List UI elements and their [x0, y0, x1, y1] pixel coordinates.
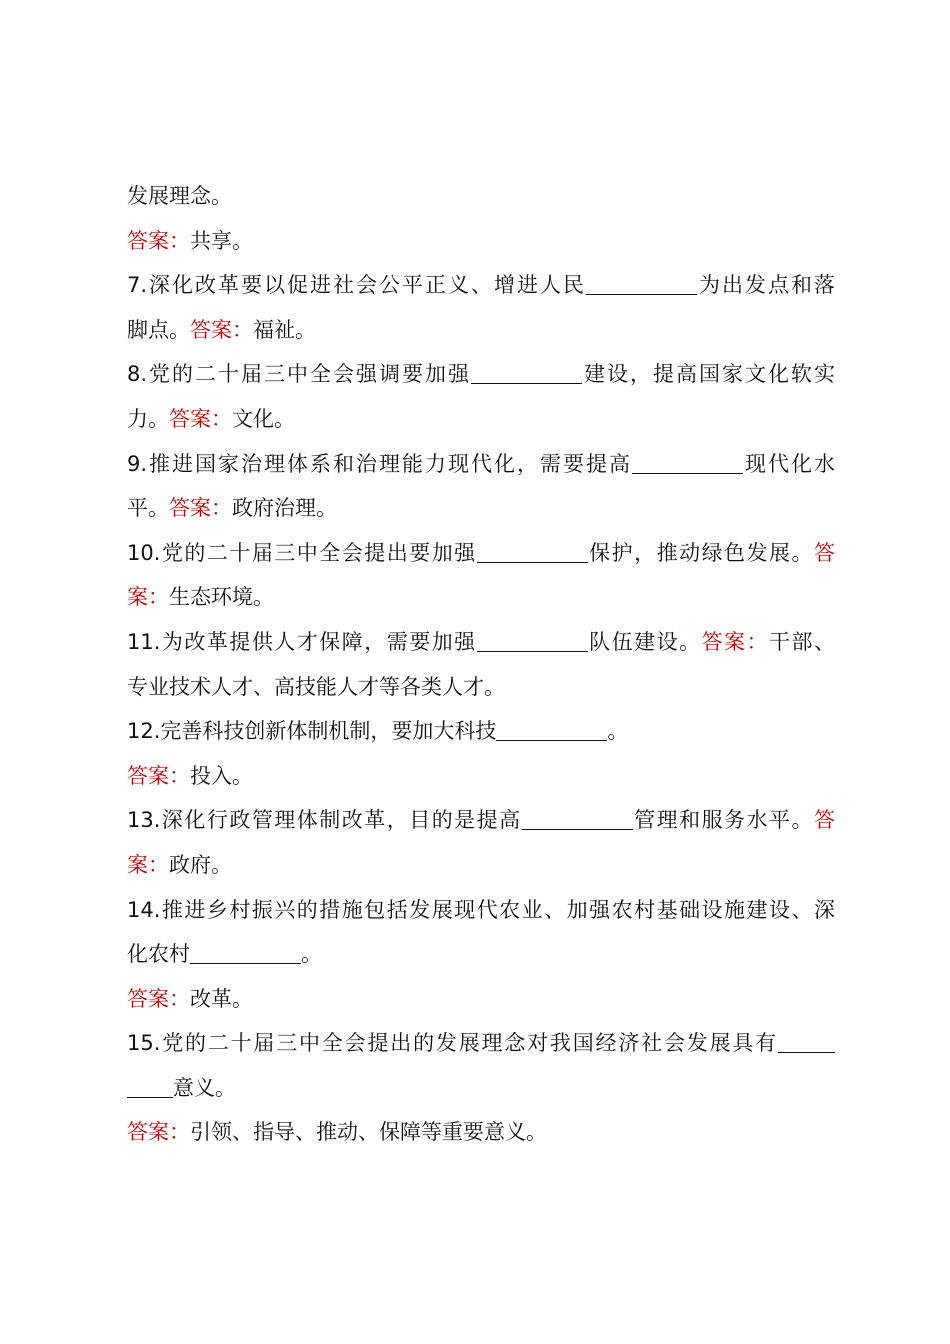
- fill-in-blank: [471, 357, 582, 384]
- fill-in-blank: [632, 447, 743, 474]
- fill-in-blank: [190, 937, 301, 964]
- fill-in-blank: [496, 714, 607, 741]
- answer-label-part: 答: [814, 540, 835, 565]
- question-line-12: [127, 709, 835, 754]
- line-text: 10.党的二十届三中全会提出要加强: [127, 540, 477, 565]
- answer-text: 改革。: [190, 986, 253, 1011]
- text-line: [127, 932, 835, 977]
- line-text: 建设，提高国家文化软实: [582, 362, 835, 387]
- answer-label: 答案：: [190, 317, 253, 342]
- line-text: 脚点。: [127, 317, 190, 342]
- answer-text: 引领、指导、推动、保障等重要意义。: [190, 1120, 547, 1145]
- document-body: [127, 174, 835, 1155]
- answer-label: 答案：: [127, 986, 190, 1011]
- answer-line: [127, 575, 835, 620]
- line-text: 9.推进国家治理体系和治理能力现代化，需要提高: [127, 451, 632, 476]
- line-text: 队伍建设。: [587, 629, 702, 654]
- line-text: 保护，推动绿色发展。: [587, 540, 814, 565]
- answer-label-part: 案：: [127, 585, 169, 610]
- answer-label-part: 答: [814, 808, 835, 833]
- line-text: 发展理念。: [127, 184, 232, 208]
- line-text: 化农村: [127, 942, 190, 967]
- line-text: 力。: [127, 406, 169, 431]
- text-line: [127, 174, 835, 219]
- answer-label-part: 案：: [127, 852, 169, 877]
- question-line-9: [127, 442, 835, 487]
- answer-label: 答案：: [127, 1120, 190, 1145]
- answer-label: 答案：: [169, 496, 232, 521]
- text-line: [127, 486, 835, 531]
- line-text: 15.党的二十届三中全会提出的发展理念对我国经济社会发展具有: [127, 1031, 778, 1056]
- line-text: 12.完善科技创新体制机制，要加大科技: [127, 719, 497, 744]
- fill-in-blank: [477, 536, 588, 563]
- fill-in-blank: [522, 803, 633, 830]
- answer-label: 答案：: [127, 228, 190, 253]
- line-text: 为出发点和落: [697, 273, 835, 298]
- line-text: 14.推进乡村振兴的措施包括发展现代农业、加强农村基础设施建设、深: [127, 897, 835, 922]
- answer-text: 福祉。: [253, 317, 316, 342]
- answer-text: 共享。: [190, 228, 253, 253]
- line-text: 现代化水: [743, 451, 835, 476]
- answer-text: 投入。: [190, 763, 253, 788]
- fill-in-blank: [586, 268, 697, 295]
- line-text: 专业技术人才、高技能人才等各类人才。: [127, 674, 505, 699]
- answer-text: 干部、: [769, 629, 835, 654]
- line-text: 。: [301, 942, 322, 967]
- line-text: 13.深化行政管理体制改革，目的是提高: [127, 808, 522, 833]
- fill-in-blank: [778, 1026, 835, 1053]
- text-line: [127, 397, 835, 442]
- answer-text: 文化。: [232, 406, 295, 431]
- text-line: [127, 1066, 835, 1111]
- answer-line: [127, 843, 835, 888]
- question-line-10: [127, 531, 835, 576]
- line-text: 11.为改革提供人才保障，需要加强: [127, 629, 477, 654]
- question-line-7: [127, 263, 835, 308]
- answer-label: 答案：: [169, 406, 232, 431]
- answer-line: [127, 1110, 835, 1155]
- question-line-11: [127, 620, 835, 665]
- fill-in-blank: [477, 625, 588, 652]
- answer-text: 政府治理。: [232, 496, 337, 521]
- answer-line: [127, 977, 835, 1022]
- line-text: 意义。: [173, 1075, 236, 1100]
- line-text: 平。: [127, 496, 169, 521]
- answer-label: 答案：: [701, 629, 770, 654]
- fill-in-blank: [127, 1071, 173, 1098]
- answer-label: 答案：: [127, 763, 190, 788]
- answer-text: 政府。: [169, 852, 232, 877]
- text-line: [127, 308, 835, 353]
- answer-text: 生态环境。: [169, 585, 274, 610]
- line-text: 8.党的二十届三中全会强调要加强: [127, 362, 472, 387]
- question-line-13: [127, 798, 835, 843]
- question-line-8: [127, 352, 835, 397]
- line-text: 管理和服务水平。: [632, 808, 814, 833]
- text-line: [127, 665, 835, 710]
- question-line-14: [127, 888, 835, 933]
- line-text: 。: [607, 719, 629, 744]
- question-line-15: [127, 1021, 835, 1066]
- answer-line: [127, 219, 835, 264]
- line-text: 7.深化改革要以促进社会公平正义、增进人民: [127, 273, 586, 298]
- answer-line: [127, 754, 835, 799]
